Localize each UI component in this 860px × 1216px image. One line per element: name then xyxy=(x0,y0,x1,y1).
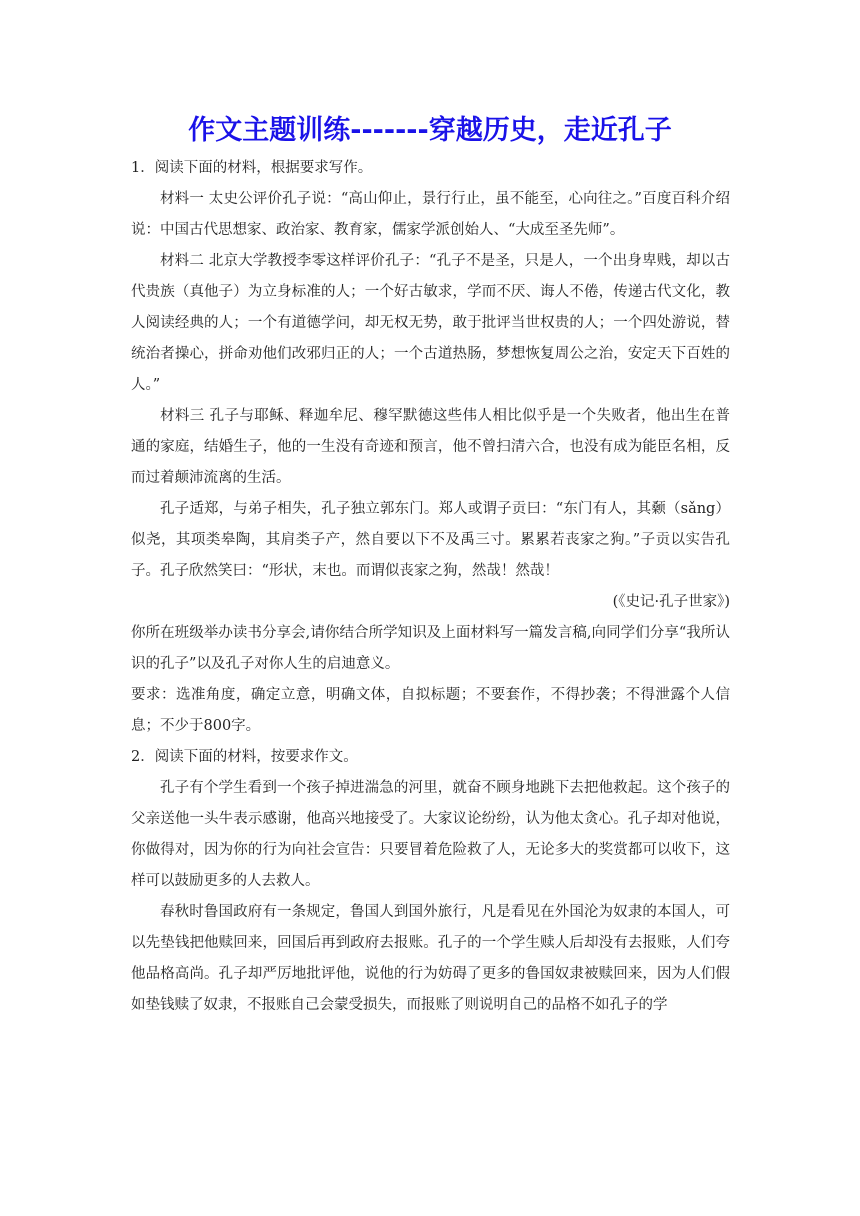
question-2-paragraph-1: 孔子有个学生看到一个孩子掉进湍急的河里，就奋不顾身地跳下去把他救起。这个孩子的父亲送他一头牛表示感谢，他高兴地接受了。大家议论纷纷，认为他太贪心。孔子却对他说，你做得对，因为你的行为向社会宣告：只要冒着危险救了人，无论多大的奖赏都可以收下，这样可以鼓励更多的人去救人。 xyxy=(131,780,730,889)
quote-source: (《史记·孔子世家》) xyxy=(612,594,730,610)
question-2-heading: 2．阅读下面的材料，按要求作文。 xyxy=(131,749,358,765)
material-1: 材料一 太史公评价孔子说：“高山仰止，景行行止，虽不能至，心向往之。”百度百科介绍说：中国古代思想家、政治家、教育家，儒家学派创始人、“大成至圣先师”。 xyxy=(131,191,730,238)
material-3-quote: 孔子适郑，与弟子相失，孔子独立郭东门。郑人或谓子贡曰：“东门有人，其颡（sǎng）似尧，其项类皋陶，其肩类子产，然自要以下不及禹三寸。累累若丧家之狗。”子贡以实告孔子。孔子欣然笑曰：“形状，末也。而谓似丧家之狗，然哉！然哉！ xyxy=(131,501,730,579)
material-2: 材料二 北京大学教授李零这样评价孔子：“孔子不是圣，只是人，一个出身卑贱，却以古代贵族（真他子）为立身标准的人；一个好古敏求，学而不厌、诲人不倦，传递古代文化，教人阅读经典的人；一个有道德学问，却无权无势，敢于批评当世权贵的人；一个四处游说，替统治者操心，拼命劝他们改邪归正的人；一个古道热肠，梦想恢复周公之治，安定天下百姓的人。” xyxy=(131,253,730,393)
writing-requirements: 要求：选准角度，确定立意，明确文体，自拟标题；不要套作，不得抄袭；不得泄露个人信息；不少于800字。 xyxy=(131,687,730,734)
question-1-heading: 1．阅读下面的材料，根据要求写作。 xyxy=(131,160,373,176)
page-title: 作文主题训练-------穿越历史，走近孔子 xyxy=(188,115,672,146)
material-3: 材料三 孔子与耶稣、释迦牟尼、穆罕默德这些伟人相比似乎是一个失败者，他出生在普通的家庭，结婚生子，他的一生没有奇迹和预言，他不曾扫清六合，也没有成为能臣名相，反而过着颠沛流离的生活。 xyxy=(131,408,730,486)
writing-task: 你所在班级举办读书分享会,请你结合所学知识及上面材料写一篇发言稿,向同学们分享“我所认识的孔子”以及孔子对你人生的启迪意义。 xyxy=(131,625,730,672)
question-2-paragraph-2: 春秋时鲁国政府有一条规定，鲁国人到国外旅行，凡是看见在外国沦为奴隶的本国人，可以先垫钱把他赎回来，回国后再到政府去报账。孔子的一个学生赎人后却没有去报账，人们夸他品格高尚。孔子却严厉地批评他，说他的行为妨碍了更多的鲁国奴隶被赎回来，因为人们假如垫钱赎了奴隶，不报账自己会蒙受损失，而报账了则说明自己的品格不如孔子的学 xyxy=(131,904,730,1013)
document-body xyxy=(131,153,730,1021)
